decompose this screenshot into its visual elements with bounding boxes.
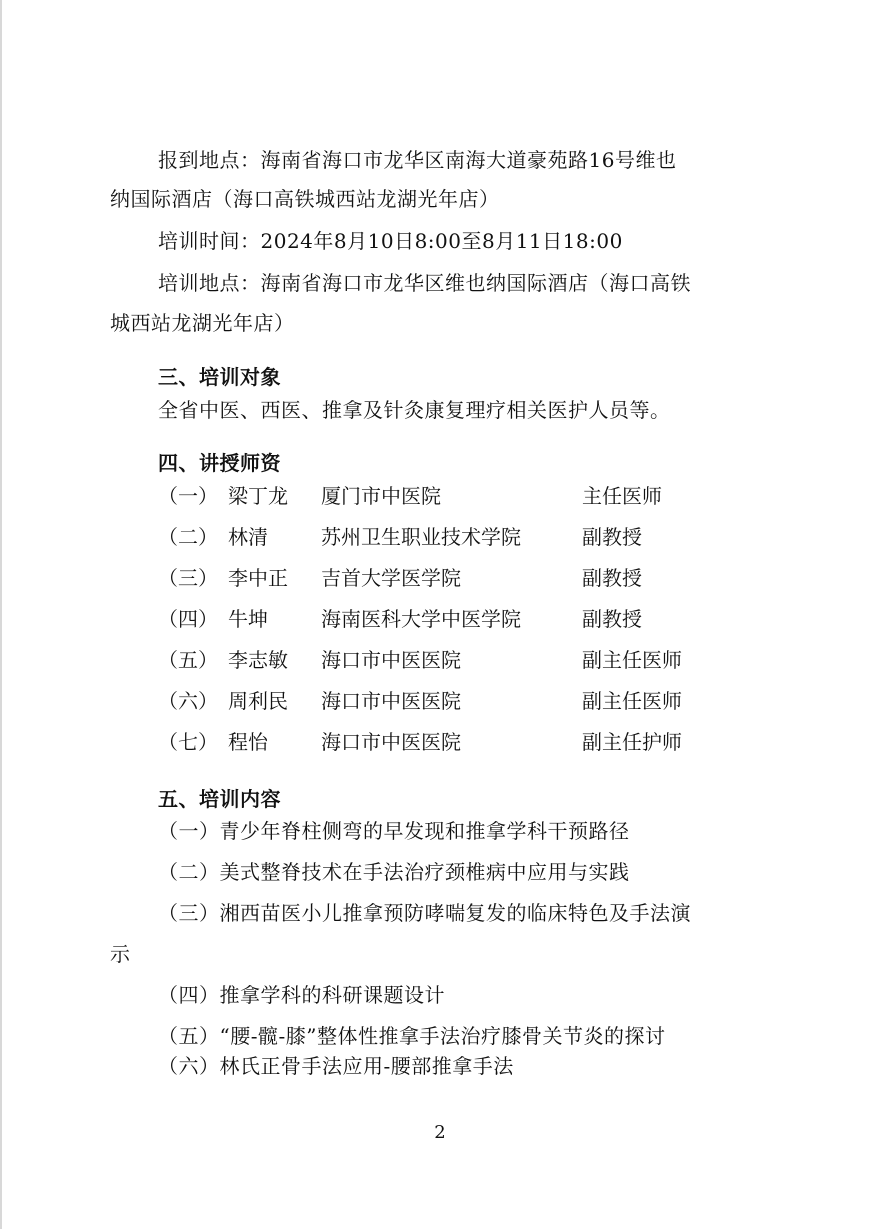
faculty-name: 李志敏 [228,648,288,672]
training-place-line1 [158,271,691,295]
content-item: （三）湘西苗医小儿推拿预防哮喘复发的临床特色及手法演 [158,901,691,925]
faculty-org: 海口市中医医院 [321,730,461,754]
faculty-index: （七） [158,730,218,754]
section5-heading: 五、培训内容 [158,787,281,811]
faculty-org: 苏州卫生职业技术学院 [321,525,521,549]
report-location-label: 报到地点： [158,148,261,172]
content-item: （五）“腰-髋-膝”整体性推拿手法治疗膝骨关节炎的探讨 [158,1024,666,1048]
faculty-org: 厦门市中医院 [321,484,441,508]
faculty-org: 吉首大学医学院 [321,566,461,590]
faculty-title: 副主任护师 [582,730,682,754]
content-item: （一）青少年脊柱侧弯的早发现和推拿学科干预路径 [158,819,630,843]
content-item: （四）推拿学科的科研课题设计 [158,983,445,1007]
faculty-org: 海口市中医医院 [321,689,461,713]
training-time-label: 培训时间： [158,229,261,253]
faculty-index: （五） [158,648,218,672]
faculty-name: 梁丁龙 [228,484,288,508]
page-left-border [0,0,2,1229]
training-place-line2: 城西站龙湖光年店） [110,311,295,335]
faculty-title: 副教授 [582,525,642,549]
section3-text: 全省中医、西医、推拿及针灸康复理疗相关医护人员等。 [158,398,671,422]
faculty-org: 海南医科大学中医学院 [321,607,521,631]
faculty-title: 副教授 [582,607,642,631]
faculty-org: 海口市中医医院 [321,648,461,672]
training-time-line [158,229,623,253]
report-location-line2: 纳国际酒店（海口高铁城西站龙湖光年店） [110,187,500,211]
faculty-index: （三） [158,566,218,590]
report-location-line1 [158,148,676,172]
section4-heading: 四、讲授师资 [158,451,281,475]
faculty-name: 程怡 [228,730,268,754]
content-item-continuation: 示 [110,942,131,966]
faculty-title: 副主任医师 [582,689,682,713]
faculty-name: 牛坤 [228,607,268,631]
faculty-name: 李中正 [228,566,288,590]
faculty-index: （四） [158,607,218,631]
training-place-value: 海南省海口市龙华区维也纳国际酒店（海口高铁 [260,271,691,295]
faculty-title: 副教授 [582,566,642,590]
page-number: 2 [434,1122,446,1143]
faculty-name: 林清 [228,525,268,549]
section3-heading: 三、培训对象 [158,365,281,389]
training-time-value: 2024年8月10日8:00至8月11日18:00 [260,229,623,253]
faculty-index: （六） [158,689,218,713]
faculty-title: 副主任医师 [582,648,682,672]
faculty-index: （二） [158,525,218,549]
training-place-label: 培训地点： [158,271,261,295]
report-location-value: 海南省海口市龙华区南海大道豪苑路16号维也 [260,148,677,172]
faculty-index: （一） [158,484,218,508]
faculty-name: 周利民 [228,689,288,713]
content-item: （六）林氏正骨手法应用-腰部推拿手法 [158,1054,514,1078]
content-item: （二）美式整脊技术在手法治疗颈椎病中应用与实践 [158,860,630,884]
faculty-title: 主任医师 [582,484,662,508]
